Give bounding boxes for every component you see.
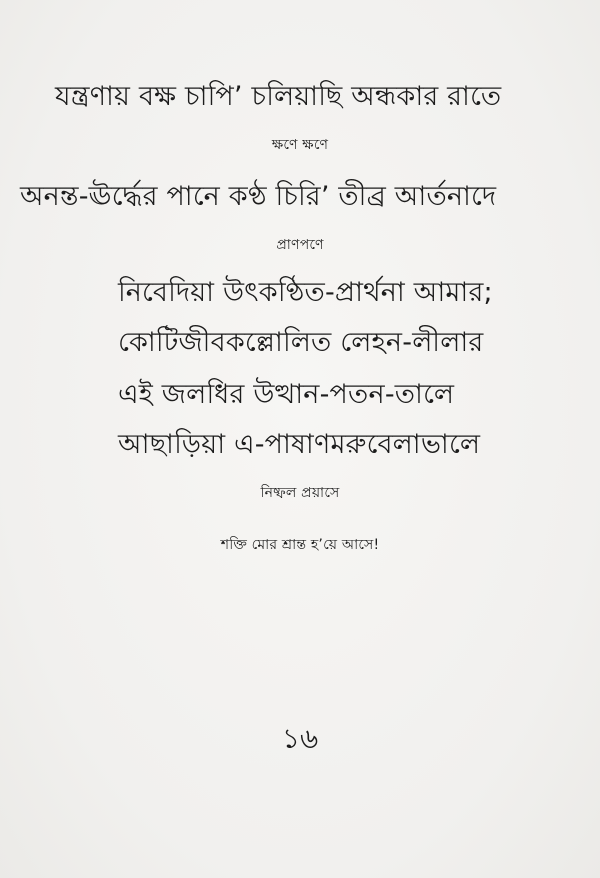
poem-line-6: কোটিজীবকল্লোলিত লেহন-লীলার xyxy=(118,327,484,358)
poem-line-3: অনন্ত-ঊর্দ্ধের পানে কণ্ঠ চিরি’ তীব্র আর্তনাদে xyxy=(20,181,497,212)
poem-line-10: শক্তি মোর শ্রান্ত হ’য়ে আসে! xyxy=(220,537,380,553)
poem-line-2: ক্ষণে ক্ষণে xyxy=(271,137,329,153)
poem-line-4: প্রাণপণে xyxy=(276,237,324,253)
poem-line-9: নিষ্ফল প্রয়াসে xyxy=(260,485,340,501)
poem-line-1: যন্ত্রণায় বক্ষ চাপি’ চলিয়াছি অন্ধকার রাতে xyxy=(55,81,502,112)
poem-line-7: এই জলধির উত্থান-পতন-তালে xyxy=(118,379,455,410)
poem-line-5: নিবেদিয়া উৎকণ্ঠিত-প্রার্থনা আমার; xyxy=(118,277,493,308)
poem-line-8: আছাড়িয়া এ-পাষাণমরুবেলাভালে xyxy=(118,429,481,460)
page-number: ১৬ xyxy=(281,722,319,755)
